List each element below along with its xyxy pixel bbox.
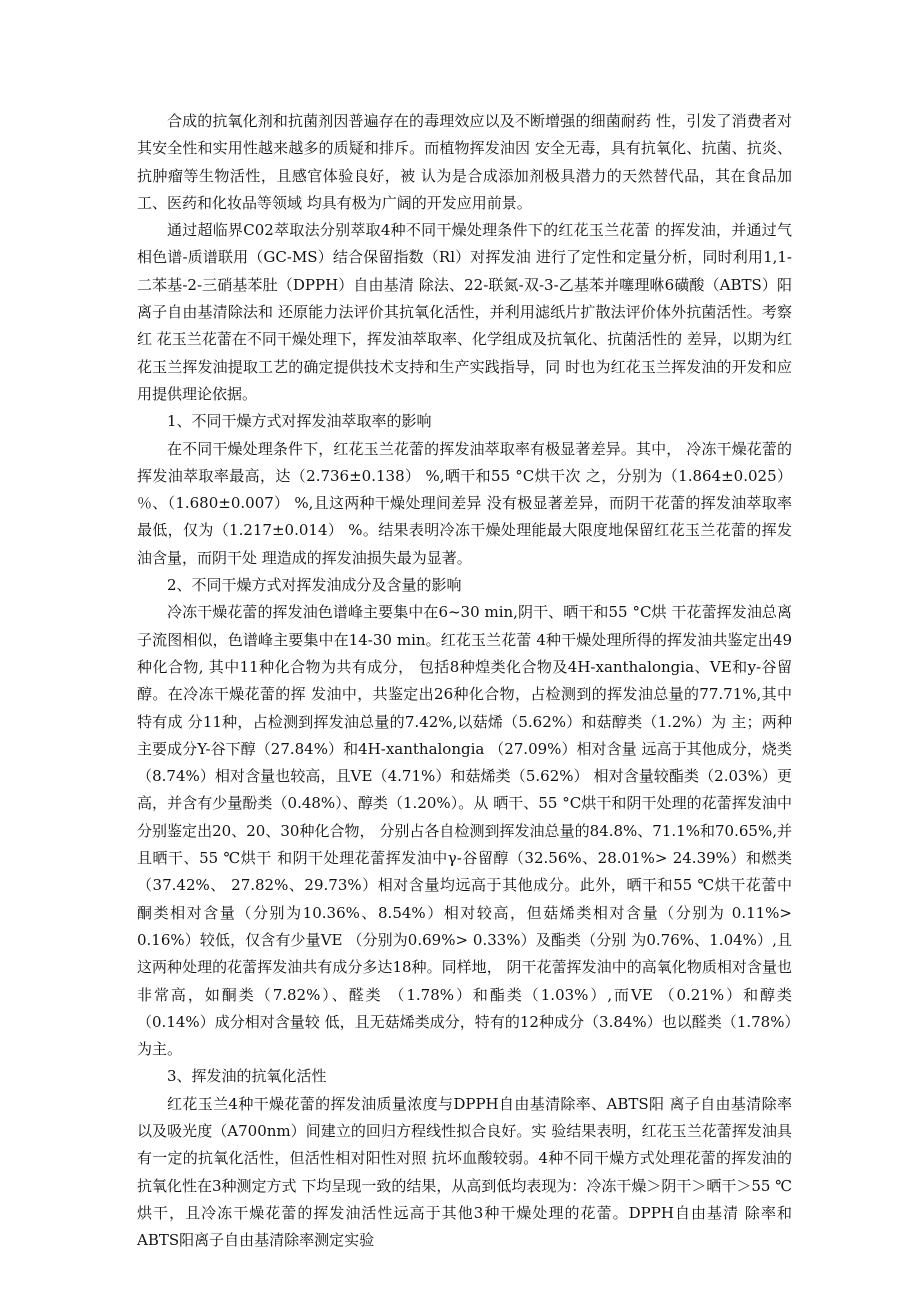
section-heading-3: 3、挥发油的抗氧化活性	[167, 1067, 327, 1086]
paragraph-methods: 通过超临界C02萃取法分别萃取4种不同干燥处理条件下的红花玉兰花蕾 的挥发油，并通过气相色谱-质谱联用（GC-MS）结合保留指数（Rl）对挥发油 进行了定性和定量分析，同时利用1,1-二苯基-2-三硝基苯肚（DPPH）自由基清 除法、22-联氮-双-3-乙基苯并噻理咻6磺酸（ABTS）阳离子自由基清除法和 还原能力法评价其抗氧化活性，并利用滤纸片扩散法评价体外抗菌活性。考察红 花玉兰花蕾在不同干燥处理下，挥发油萃取率、化学组成及抗氧化、抗菌活性的 差异，以期为红花玉兰挥发油提取工艺的确定提供技术支持和生产实践指导，同 时也为红花玉兰挥发油的开发和应用提供理论依据。	[137, 221, 792, 403]
document-body	[137, 108, 792, 1254]
paragraph-antioxidant: 红花玉兰4种干燥花蕾的挥发油质量浓度与DPPH自由基清除率、ABTS阳 离子自由基清除率以及吸光度（A700nm）间建立的回归方程线性拟合良好。实 验结果表明，红花玉兰花蕾挥发油具有一定的抗氧化活性，但活性相对阳性对照 抗坏血酸较弱。4种不同干燥方式处理花蕾的挥发油的抗氧化性在3种测定方式 下均呈现一致的结果，从高到低均表现为：冷冻干燥＞阴干＞晒干＞55 ℃烘干，且冷冻干燥花蕾的挥发油活性远高于其他3种干燥处理的花蕾。DPPH自由基清 除率和ABTS阳离子自由基清除率测定实验	[137, 1094, 792, 1250]
paragraph-extraction-rate: 在不同干燥处理条件下，红花玉兰花蕾的挥发油萃取率有极显著差异。其中， 冷冻干燥花蕾的挥发油萃取率最高，达（2.736±0.138） %,晒干和55 °C烘干次 之，分别为（1.864±0.025） ％、（1.680±0.007） %,且这两种干燥处理间差异 没有极显著差异，而阴干花蕾的挥发油萃取率最低，仅为（1.217±0.014） %。结果表明冷冻干燥处理能最大限度地保留红花玉兰花蕾的挥发油含量，而阴干处 理造成的挥发油损失最为显著。	[137, 439, 792, 567]
section-heading-1: 1、不同干燥方式对挥发油萃取率的影响	[167, 412, 432, 431]
paragraph-intro: 合成的抗氧化剂和抗菌剂因普遍存在的毒理效应以及不断增强的细菌耐药 性，引发了消费者对其安全性和实用性越来越多的质疑和排斥。而植物挥发油因 安全无毒，具有抗氧化、抗菌、抗炎、抗肿瘤等生物活性，且感官体验良好，被 认为是合成添加剂极具潜力的天然替代品，其在食品加工、医药和化妆品等领域 均具有极为广阔的开发应用前景。	[137, 112, 792, 212]
section-heading-2: 2、不同干燥方式对挥发油成分及含量的影响	[167, 576, 462, 595]
paragraph-composition: 冷冻干燥花蕾的挥发油色谱峰主要集中在6~30 min,阴干、晒干和55 °C烘 干花蕾挥发油总离子流图相似，色谱峰主要集中在14-30 min。红花玉兰花蕾 4种干燥处理所得的挥发油共鉴定出49种化合物, 其中11种化合物为共有成分， 包括8种煌类化合物及4H-xanthalongia、VE和y-谷留醇。在冷冻干燥花蕾的挥 发油中，共鉴定出26种化合物，占检测到的挥发油总量的77.71%,其中特有成 分11种，占检测到挥发油总量的7.42%,以菇烯（5.62%）和菇醇类（1.2%）为 主；两种主要成分Y-谷下醇（27.84%）和4H-xanthalongia （27.09%）相对含量 远高于其他成分，烧类（8.74%）相对含量也较高，且VE（4.71%）和菇烯类（5.62%） 相对含量较酯类（2.03%）更高，并含有少量酚类（0.48%）、醇类（1.20%）。从 晒干、55 °C烘干和阴干处理的花蕾挥发油中分别鉴定出20、20、30种化合物， 分别占各自检测到挥发油总量的84.8%、71.1%和70.65%,并且晒干、55 ℃烘干 和阴干处理花蕾挥发油中γ-谷留醇（32.56%、28.01%> 24.39%）和燃类（37.42%、 27.82%、29.73%）相对含量均远高于其他成分。此外，晒干和55 ℃烘干花蕾中 酮类相对含量（分别为10.36%、8.54%）相对较高，但菇烯类相对含量（分别为 0.11%> 0.16%）较低，仅含有少量VE （分别为0.69%> 0.33%）及酯类（分别 为0.76%、1.04%）,且这两种处理的花蕾挥发油共有成分多达18种。同样地， 阴干花蕾挥发油中的高氧化物质相对含量也非常高，如酮类（7.82%）、醛类 （1.78%）和酯类（1.03%）,而VE （0.21%）和醇类（0.14%）成分相对含量较 低，且无菇烯类成分，特有的12种成分（3.84%）也以醛类（1.78%）为主。	[137, 603, 792, 1059]
